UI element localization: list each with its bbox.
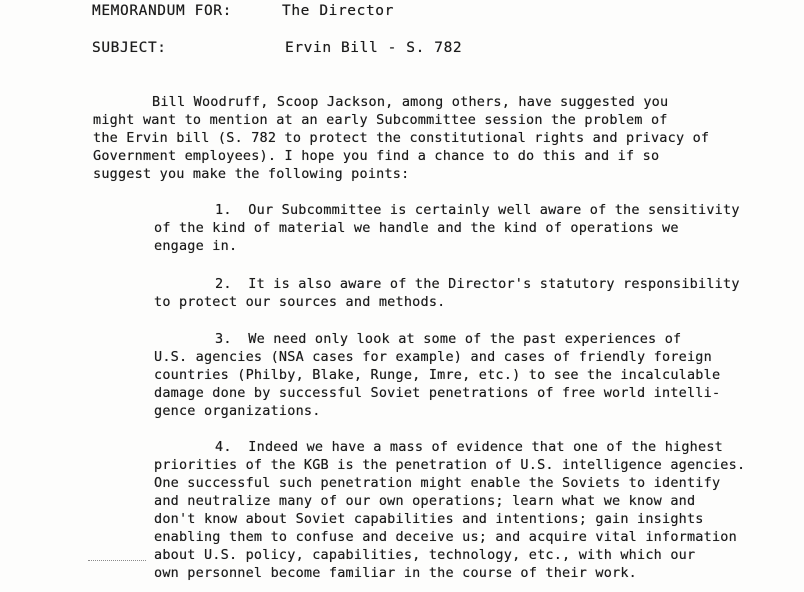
point-1-line: 1. Our Subcommittee is certainly well aware of the sensitivity bbox=[215, 202, 740, 218]
point-4-line: own personnel become familiar in the course of their work. bbox=[154, 565, 638, 581]
intro-line: Government employees). I hope you find a chance to do this and if so bbox=[93, 148, 660, 164]
point-1-line: engage in. bbox=[154, 238, 238, 254]
point-2-line: to protect our sources and methods. bbox=[154, 294, 446, 310]
subject-label: SUBJECT: bbox=[92, 40, 167, 56]
subject-value: Ervin Bill - S. 782 bbox=[285, 40, 463, 56]
point-3-line: gence organizations. bbox=[154, 403, 321, 419]
point-4-line: and neutralize many of our own operations; learn what we know and bbox=[154, 493, 696, 509]
point-4-line: don't know about Soviet capabilities and intentions; gain insights bbox=[154, 511, 704, 527]
point-3-line: damage done by successful Soviet penetrations of free world intelli- bbox=[154, 385, 721, 401]
intro-line: Bill Woodruff, Scoop Jackson, among others, have suggested you bbox=[152, 94, 669, 110]
point-4-line: enabling them to confuse and deceive us; and acquire vital information bbox=[154, 529, 737, 545]
memo-for-label: MEMORANDUM FOR: bbox=[92, 3, 232, 19]
point-2-line: 2. It is also aware of the Director's statutory responsibility bbox=[215, 276, 740, 292]
intro-line: suggest you make the following points: bbox=[93, 166, 410, 182]
point-4-line: about U.S. policy, capabilities, technology, etc., with which our bbox=[154, 547, 696, 563]
point-3-line: 3. We need only look at some of the past experiences of bbox=[215, 331, 682, 347]
point-3-line: countries (Philby, Blake, Runge, Imre, etc.) to see the incalculable bbox=[154, 367, 721, 383]
point-4-line: One successful such penetration might enable the Soviets to identify bbox=[154, 475, 721, 491]
point-3-line: U.S. agencies (NSA cases for example) and cases of friendly foreign bbox=[154, 349, 712, 365]
point-4-line: 4. Indeed we have a mass of evidence that one of the highest bbox=[215, 439, 723, 455]
margin-pencil-mark bbox=[88, 560, 146, 562]
memo-for-value: The Director bbox=[282, 3, 394, 19]
intro-line: the Ervin bill (S. 782 to protect the constitutional rights and privacy of bbox=[93, 130, 710, 146]
point-4-line: priorities of the KGB is the penetration of U.S. intelligence agencies. bbox=[154, 457, 746, 473]
intro-line: might want to mention at an early Subcommittee session the problem of bbox=[93, 112, 668, 128]
point-1-line: of the kind of material we handle and the kind of operations we bbox=[154, 220, 679, 236]
